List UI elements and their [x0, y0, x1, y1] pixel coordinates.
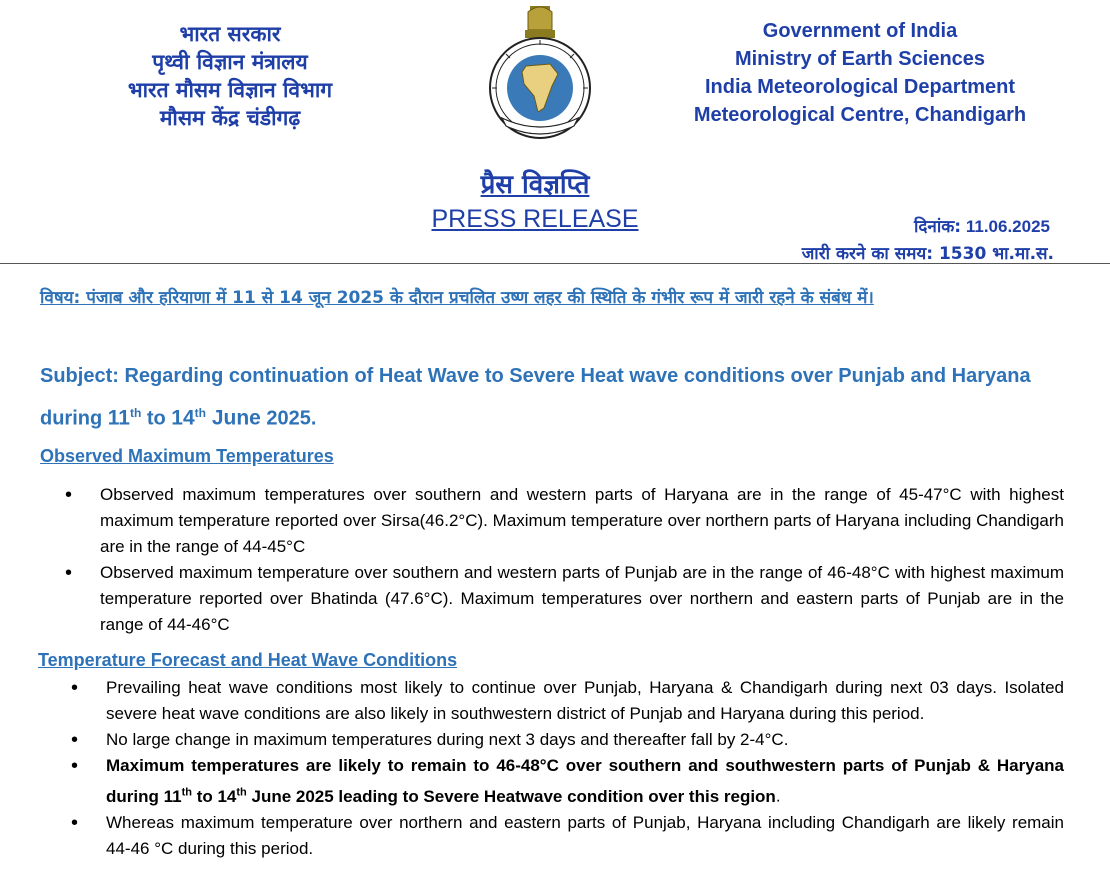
bullet-icon: •	[71, 729, 79, 751]
english-header-line: Meteorological Centre, Chandigarh	[693, 104, 1027, 126]
bullet-icon: •	[65, 562, 73, 584]
header-divider	[0, 263, 1110, 264]
ordinal: th	[181, 786, 192, 798]
list-item	[71, 810, 1064, 862]
date-value: 11.06.2025	[965, 217, 1050, 236]
forecast-list	[71, 675, 1064, 862]
release-time	[720, 241, 1054, 264]
hindi-header-line: मौसम केंद्र चंडीगढ़	[159, 105, 301, 130]
bullet-icon: •	[71, 811, 79, 834]
list-item	[71, 753, 1064, 810]
list-item	[65, 482, 1064, 560]
observed-section-title: Observed Maximum Temperatures	[40, 446, 334, 466]
hindi-header-line: पृथ्वी विज्ञान मंत्रालय	[152, 49, 308, 74]
bold-text: Maximum temperatures are likely to remain to 46-48°C over southern and southwestern parts of Punjab & Haryana during 11	[106, 756, 1064, 806]
list-item-text: Prevailing heat wave conditions most likely to continue over Punjab, Haryana & Chandigarh during next 03 days. Isolated severe heat wave conditions are also likely in southwestern district of Punjab and Haryana during this period.	[106, 678, 1064, 723]
list-item-text: Observed maximum temperature over southern and western parts of Punjab are in the range of 46-48°C with highest maximum temperature reported over Bhatinda (47.6°C). Maximum temperatures over northern and eastern parts of Punjab are in the range of 44-46°C	[100, 563, 1064, 634]
period: .	[775, 786, 781, 806]
bold-text: to 14	[191, 786, 237, 806]
subject-ordinal: th	[129, 406, 142, 420]
subject-text: Subject: Regarding continuation of Heat Wave to Severe Heat wave conditions over Punjab and Haryana during	[40, 365, 1031, 430]
list-item-text: No large change in maximum temperatures during next 3 days and thereafter fall by 2-4°C.	[106, 730, 789, 749]
subject-day-start: 11	[107, 406, 130, 430]
release-date	[820, 214, 1050, 237]
subject-to: to	[141, 407, 172, 430]
forecast-section-title: Temperature Forecast and Heat Wave Conditions	[38, 650, 458, 670]
list-item-text: Whereas maximum temperature over northern and eastern parts of Punjab, Haryana including Chandigarh are likely remain 44-46 °C during this period.	[106, 812, 1064, 858]
list-item	[71, 675, 1064, 727]
subject-month: June	[205, 406, 261, 430]
english-header-line: Ministry of Earth Sciences	[734, 48, 986, 70]
bullet-icon: •	[71, 677, 79, 699]
list-item	[71, 727, 1064, 753]
english-header	[680, 17, 1040, 129]
bullet-icon: •	[71, 755, 79, 777]
observed-list	[65, 482, 1064, 638]
press-release-title-hindi: प्रैस विज्ञप्ति	[480, 170, 590, 200]
subject-hindi: विषय: पंजाब और हरियाणा में 11 से 14 जून 2025 के दौरान प्रचलित उष्ण लहर की स्थिति के गंभीर रूप में जारी रहने के संबंध में।	[40, 288, 874, 308]
ordinal: th	[236, 786, 247, 798]
press-release-title: PRESS RELEASE	[431, 205, 639, 233]
list-item-text: Observed maximum temperatures over southern and western parts of Haryana are in the range of 45-47°C with highest maximum temperature reported over Sirsa(46.2°C). Maximum temperature over northern parts of Haryana including Chandigarh are in the range of 44-45°C	[100, 485, 1064, 556]
english-header-line: Government of India	[762, 20, 958, 42]
time-value: 1530 भा.मा.स.	[938, 244, 1054, 264]
english-header-line: India Meteorological Department	[704, 76, 1016, 98]
subject-ordinal: th	[194, 406, 206, 420]
subject-day-end: 14	[171, 406, 195, 430]
hindi-header-line: भारत मौसम विज्ञान विभाग	[127, 77, 333, 102]
imd-emblem-icon	[478, 0, 602, 140]
subject-english	[40, 358, 1070, 438]
hindi-header-line: भारत सरकार	[179, 21, 281, 46]
time-label: जारी करने का समय:	[801, 244, 934, 264]
list-item-text-bold	[106, 756, 1064, 806]
list-item	[65, 560, 1064, 638]
bold-text: June 2025 leading to Severe Heatwave condition over this region	[246, 786, 776, 806]
bullet-icon: •	[65, 484, 73, 506]
hindi-header	[70, 20, 390, 132]
date-label: दिनांक:	[913, 217, 962, 237]
subject-year: 2025.	[260, 407, 317, 430]
